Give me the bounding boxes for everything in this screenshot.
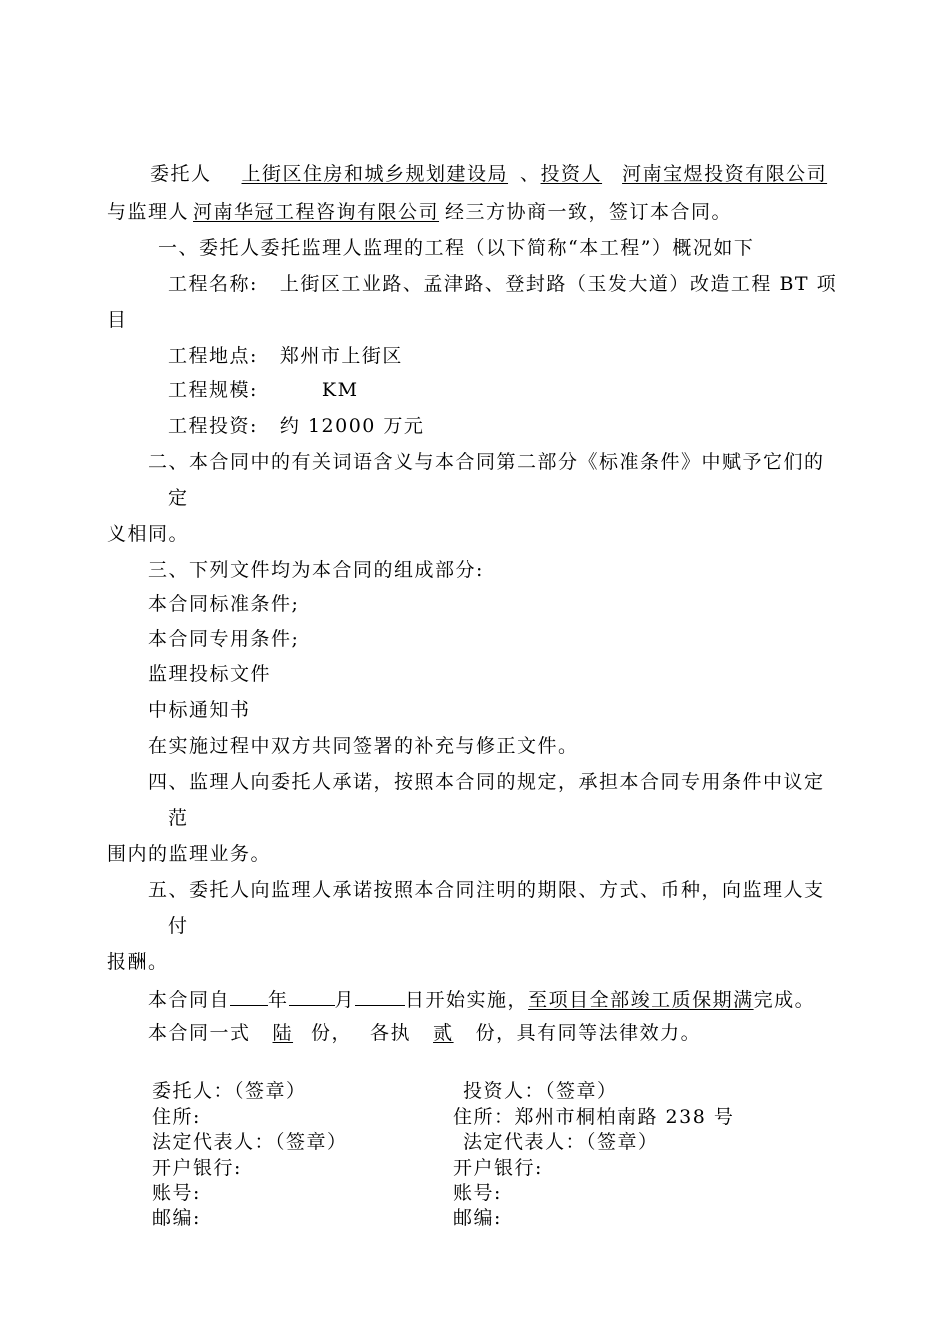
section4-line3: 围内的监理业务。	[107, 843, 272, 865]
section3-item: 监理投标文件	[148, 663, 272, 685]
agreement-text: 经三方协商一致，签订本合同。	[445, 201, 733, 223]
left-postcode: 邮编:	[152, 1207, 201, 1229]
right-rep: 法定代表人：（签章）	[463, 1131, 659, 1153]
scale-value: KM	[321, 379, 359, 401]
section4-line1: 四、监理人向委托人承诺，按照本合同的规定，承担本合同专用条件中议定	[148, 771, 825, 793]
left-rep: 法定代表人：（签章）	[152, 1131, 348, 1153]
project-name-value: 上街区工业路、孟津路、登封路（玉发大道）改造工程 BT 项	[279, 273, 838, 295]
copies-line: 本合同一式 陆 份， 各执 贰 份，具有同等法律效力。	[148, 1022, 702, 1044]
parties-line-2	[107, 200, 732, 224]
term-line: 本合同自 年 月 日开始实施，至项目全部竣工质保期满完成。	[148, 986, 815, 1012]
client-label: 委托人	[150, 163, 212, 185]
year-blank	[230, 986, 268, 1006]
location-label: 工程地点:	[168, 345, 258, 367]
project-name-row	[168, 272, 837, 296]
investor-name: 河南宝煜投资有限公司	[622, 163, 828, 185]
section3-item: 在实施过程中双方共同签署的补充与修正文件。	[148, 735, 579, 757]
section1-heading: 一、委托人委托监理人监理的工程（以下简称“本工程”）概况如下	[158, 237, 755, 259]
section2-line1: 二、本合同中的有关词语含义与本合同第二部分《标准条件》中赋予它们的	[148, 451, 825, 473]
month-blank	[289, 986, 335, 1006]
left-bank: 开户银行:	[152, 1157, 242, 1179]
scale-row	[168, 378, 359, 402]
client-name: 上街区住房和城乡规划建设局	[241, 163, 509, 185]
section3-heading: 三、下列文件均为本合同的组成部分:	[148, 559, 484, 581]
right-address: 住所：郑州市桐柏南路 238 号	[453, 1106, 735, 1128]
section5-line1: 五、委托人向监理人承诺按照本合同注明的期限、方式、币种，向监理人支	[148, 879, 825, 901]
investor-label: 投资人	[540, 163, 603, 185]
section5-line2: 付	[168, 915, 189, 937]
day-blank	[355, 986, 405, 1006]
investment-value: 约 12000 万元	[279, 415, 425, 437]
copies-total: 陆	[272, 1022, 294, 1044]
investment-row	[168, 414, 424, 438]
section3-item: 中标通知书	[148, 699, 251, 721]
parties-line-1: 委托人 上街区住房和城乡规划建设局 、投资人 河南宝煜投资有限公司	[150, 163, 828, 185]
supervisor-name: 河南华冠工程咨询有限公司	[193, 201, 440, 223]
left-account: 账号:	[152, 1182, 201, 1204]
right-postcode: 邮编:	[453, 1207, 502, 1229]
with-label: 与监理人	[107, 201, 190, 223]
copies-each-count: 贰	[433, 1022, 454, 1044]
project-name-wrap: 目	[107, 309, 128, 331]
section2-line2: 定	[168, 487, 189, 509]
location-row	[168, 344, 403, 368]
project-name-label: 工程名称:	[168, 273, 258, 295]
right-bank: 开户银行:	[453, 1157, 543, 1179]
location-value: 郑州市上街区	[279, 345, 403, 367]
scale-label: 工程规模:	[168, 379, 258, 401]
right-party: 投资人：（签章）	[463, 1080, 618, 1102]
section4-line2: 范	[168, 807, 189, 829]
section5-line3: 报酬。	[107, 951, 169, 973]
left-address: 住所:	[152, 1106, 201, 1128]
investment-label: 工程投资:	[168, 415, 258, 437]
right-account: 账号:	[453, 1182, 502, 1204]
section2-line3: 义相同。	[107, 523, 190, 545]
term-until: 至项目全部竣工质保期满	[528, 989, 754, 1011]
left-party: 委托人：（签章）	[152, 1080, 307, 1102]
section3-item: 本合同专用条件;	[148, 628, 300, 650]
section3-item: 本合同标准条件;	[148, 593, 300, 615]
